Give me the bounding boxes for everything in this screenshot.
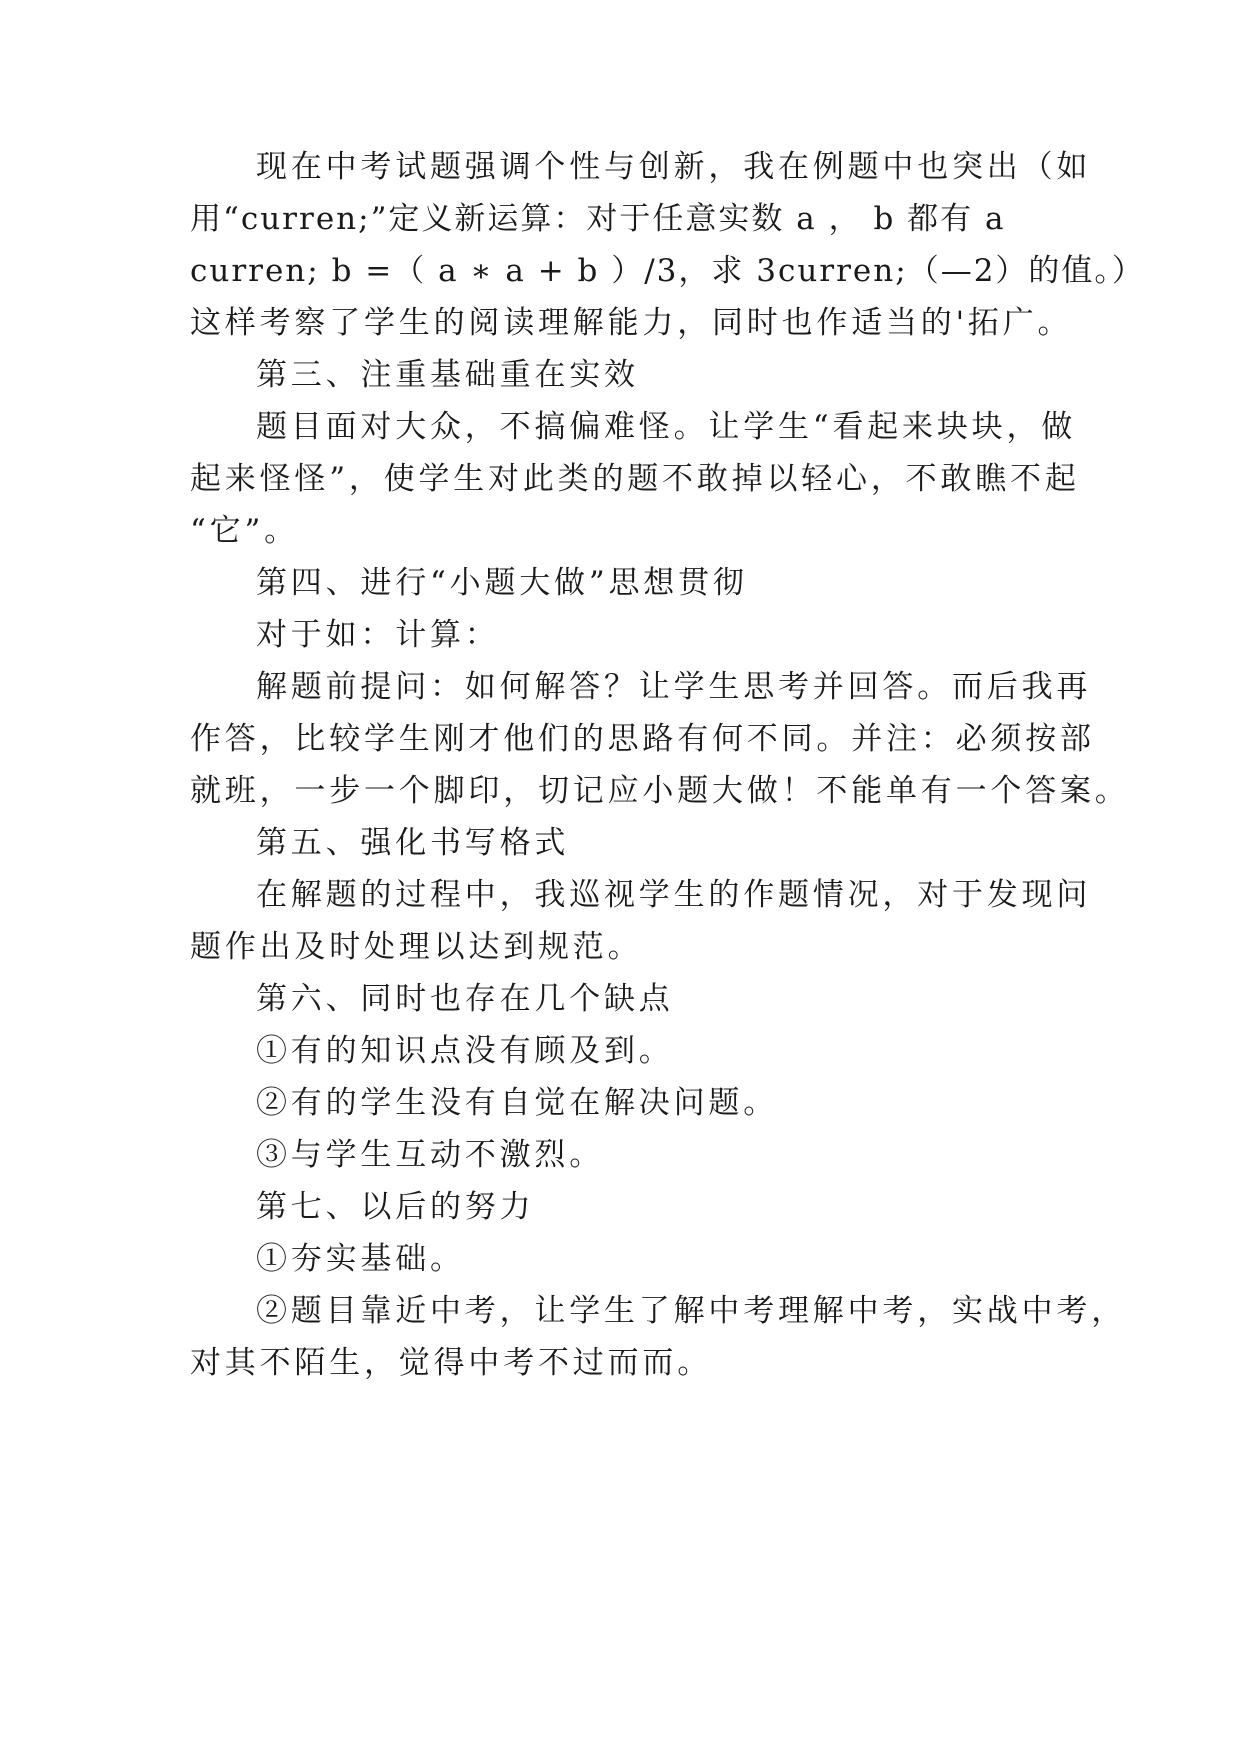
list-item: ②题目靠近中考，让学生了解中考理解中考，实战中考， [256, 1293, 1126, 1329]
list-item: ②有的学生没有自觉在解决问题。 [256, 1085, 778, 1121]
paragraph-line: 题作出及时处理以达到规范。 [190, 929, 643, 965]
section-heading: 第三、注重基础重在实效 [256, 357, 639, 393]
paragraph-line: 起来怪怪”，使学生对此类的题不敢掉以轻心，不敢瞧不起 [190, 461, 1080, 497]
paragraph-line: 现在中考试题强调个性与创新，我在例题中也突出（如 [256, 149, 1092, 185]
paragraph-line: 在解题的过程中，我巡视学生的作题情况，对于发现问 [256, 877, 1092, 913]
paragraph-line: 解题前提问：如何解答？让学生思考并回答。而后我再 [256, 669, 1092, 705]
paragraph-line: 题目面对大众，不搞偏难怪。让学生“看起来块块，做 [256, 409, 1077, 445]
paragraph-line: 对于如：计算： [256, 617, 500, 653]
section-heading: 第四、进行“小题大做”思想贯彻 [256, 565, 748, 601]
list-item: ①有的知识点没有顾及到。 [256, 1033, 674, 1069]
paragraph-line: 用“curren;”定义新运算：对于任意实数 a ， b 都有 a [190, 201, 1006, 237]
paragraph-line: curren; b =（ a ∗ a + b ）/3，求 3curren;（—2）的值。） [190, 253, 1145, 289]
section-heading: 第七、以后的努力 [256, 1189, 535, 1225]
paragraph-line: 对其不陌生，觉得中考不过而而。 [190, 1345, 712, 1381]
list-item: ①夯实基础。 [256, 1241, 465, 1277]
list-item: ③与学生互动不激烈。 [256, 1137, 604, 1173]
paragraph-line: 作答，比较学生刚才他们的思路有何不同。并注：必须按部 [190, 721, 1095, 757]
section-heading: 第六、同时也存在几个缺点 [256, 981, 674, 1017]
paragraph-line: 就班，一步一个脚印，切记应小题大做！不能单有一个答案。 [190, 773, 1130, 809]
section-heading: 第五、强化书写格式 [256, 825, 570, 861]
paragraph-line: 这样考察了学生的阅读理解能力，同时也作适当的'拓广。 [190, 305, 1073, 341]
paragraph-line: “它”。 [190, 513, 299, 549]
